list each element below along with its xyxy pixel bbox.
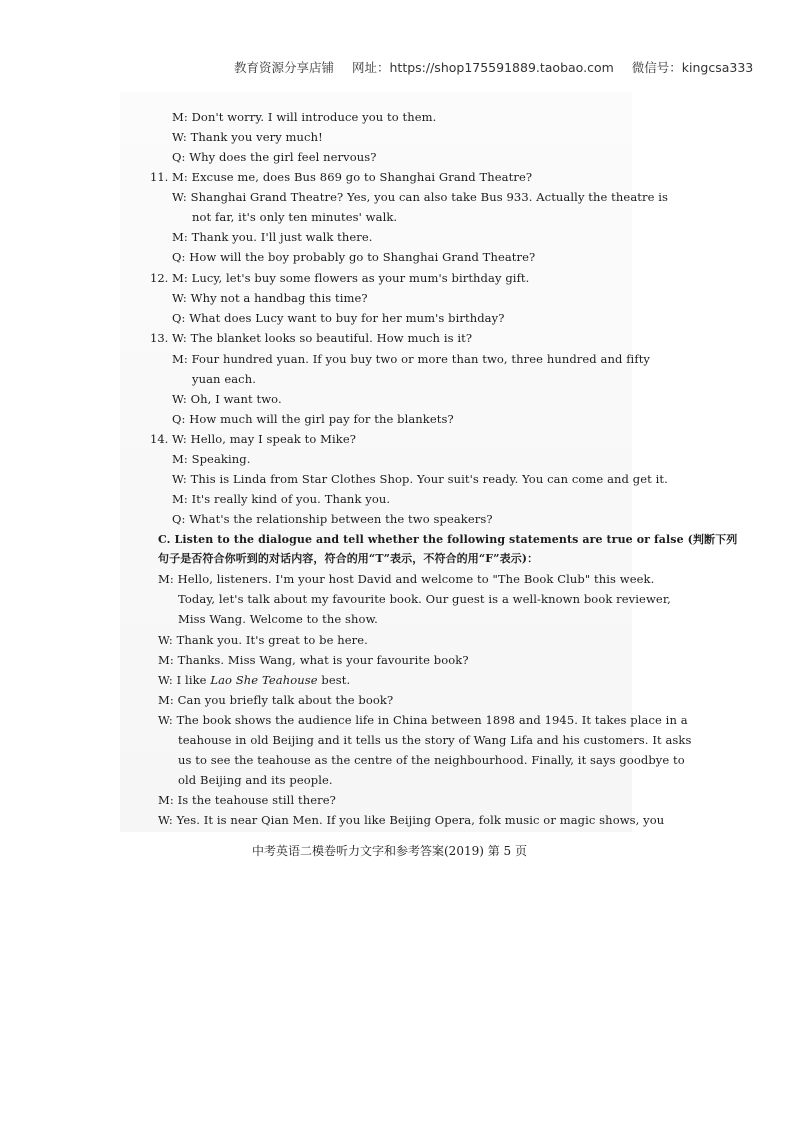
dialogue-line: Miss Wang. Welcome to the show. [178,612,378,626]
question-number: 12. [150,271,169,285]
shop-url: 网址：https://shop175591889.taobao.com [352,60,614,75]
dialogue-line: us to see the teahouse as the centre of the neighbourhood. Finally, it says goodbye to [178,753,685,767]
transcript-line: M: It's really kind of you. Thank you. [172,492,391,506]
dialogue-line: W: Thank you. It's great to be here. [158,633,368,647]
transcript-line: W: The blanket looks so beautiful. How much is it? [172,331,473,345]
wechat-id: 微信号：kingcsa333 [631,60,754,75]
transcript-line: W: This is Linda from Star Clothes Shop. Your suit's ready. You can come and get it. [172,472,668,486]
dialogue-line: W: Yes. It is near Qian Men. If you like Beijing Opera, folk music or magic shows, you [158,813,665,827]
shop-name: 教育资源分享店铺 [234,60,335,75]
transcript-line: M: Speaking. [172,452,251,466]
dialogue-line: old Beijing and its people. [178,773,333,787]
transcript-line: M: Excuse me, does Bus 869 go to Shanghai Grand Theatre? [172,170,533,184]
dialogue-line: M: Is the teahouse still there? [158,793,336,807]
transcript-line: Q: Why does the girl feel nervous? [172,150,377,164]
question-number: 11. [150,170,169,184]
transcript-line: yuan each. [192,372,256,386]
transcript-line: W: Hello, may I speak to Mike? [172,432,357,446]
transcript-line: Q: How much will the girl pay for the blankets? [172,412,454,426]
book-title: Lao She Teahouse [210,673,318,687]
transcript-line: M: Thank you. I'll just walk there. [172,230,373,244]
page-header [234,58,794,76]
dialogue-line: M: Can you briefly talk about the book? [158,693,394,707]
transcript-line: Q: How will the boy probably go to Shanghai Grand Theatre? [172,250,536,264]
dialogue-line: Today, let's talk about my favourite book. Our guest is a well-known book reviewer, [178,592,671,606]
transcript-line: not far, it's only ten minutes' walk. [192,210,398,224]
question-number: 13. [150,331,169,345]
page-footer: 中考英语二模卷听力文字和参考答案(2019) 第 5 页 [252,844,527,858]
dialogue-line-book-title [158,673,350,687]
section-c-title: C. Listen to the dialogue and tell whether the following statements are true or false (判断下列 [158,533,738,546]
transcript-line: W: Shanghai Grand Theatre? Yes, you can also take Bus 933. Actually the theatre is [172,190,669,204]
transcript-line: W: Oh, I want two. [172,392,282,406]
dialogue-prefix: W: I like [158,673,211,687]
dialogue-line: M: Thanks. Miss Wang, what is your favourite book? [158,653,469,667]
transcript-line: W: Why not a handbag this time? [172,291,368,305]
transcript-line: W: Thank you very much! [172,130,323,144]
transcript-line: M: Don't worry. I will introduce you to them. [172,110,437,124]
dialogue-suffix: best. [317,673,351,687]
transcript-line: M: Four hundred yuan. If you buy two or more than two, three hundred and fifty [172,352,651,366]
transcript-line: Q: What does Lucy want to buy for her mum's birthday? [172,311,505,325]
transcript-line: M: Lucy, let's buy some flowers as your mum's birthday gift. [172,271,530,285]
dialogue-line: M: Hello, listeners. I'm your host David and welcome to "The Book Club" this week. [158,572,655,586]
dialogue-line: W: The book shows the audience life in China between 1898 and 1945. It takes place in a [158,713,688,727]
question-number: 14. [150,432,169,446]
section-c-instruction: 句子是否符合你听到的对话内容，符合的用“T”表示，不符合的用“F”表示)： [158,552,539,565]
transcript-line: Q: What's the relationship between the two speakers? [172,512,493,526]
dialogue-line: teahouse in old Beijing and it tells us the story of Wang Lifa and his customers. It asks [178,733,692,747]
